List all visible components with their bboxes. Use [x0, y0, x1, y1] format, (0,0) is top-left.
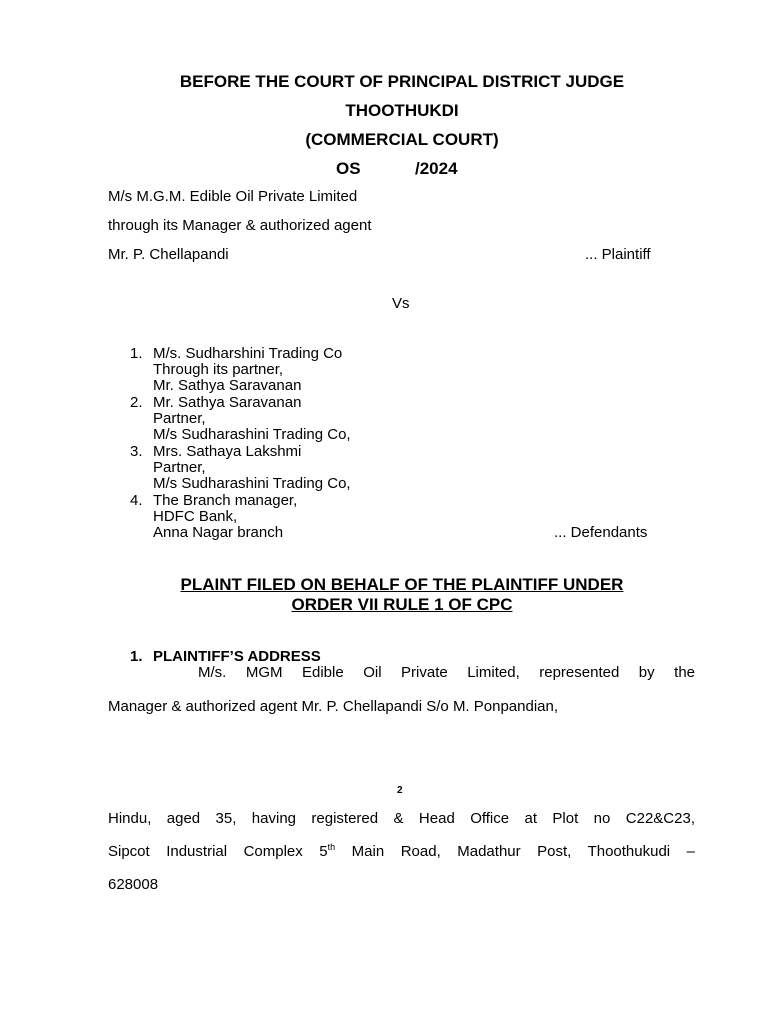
defendant-line: The Branch manager,	[153, 492, 298, 509]
page2-line3: 628008	[108, 876, 159, 893]
plaintiff-agent: Mr. P. Chellapandi	[108, 246, 229, 263]
page2-line2	[108, 842, 695, 860]
defendant-line: Through its partner,	[153, 361, 284, 378]
defendant-number: 3.	[130, 443, 143, 460]
section-paragraph-line1: M/s. MGM Edible Oil Private Limited, represented by the	[198, 664, 695, 681]
defendant-line: Mr. Sathya Saravanan	[153, 377, 302, 394]
defendant-line: Mrs. Sathaya Lakshmi	[153, 443, 302, 460]
defendant-line: Mr. Sathya Saravanan	[153, 394, 302, 411]
plaint-heading-line1: PLAINT FILED ON BEHALF OF THE PLAINTIFF UNDER	[180, 575, 624, 594]
court-title-line2: THOOTHUKDI	[345, 101, 459, 120]
case-number-prefix: OS	[336, 159, 361, 178]
defendant-line: Partner,	[153, 410, 206, 427]
defendants-role: ... Defendants	[554, 524, 648, 541]
defendant-number: 2.	[130, 394, 143, 411]
defendant-number: 1.	[130, 345, 143, 362]
ordinal-suffix: th	[327, 842, 336, 852]
defendant-line: M/s. Sudharshini Trading Co	[153, 345, 343, 362]
section-number: 1.	[130, 648, 143, 665]
defendant-line: Anna Nagar branch	[153, 524, 284, 541]
defendant-line: HDFC Bank,	[153, 508, 238, 525]
section-title: PLAINTIFF’S ADDRESS	[153, 648, 321, 665]
court-title-line3: (COMMERCIAL COURT)	[305, 130, 499, 149]
plaint-heading-line2: ORDER VII RULE 1 OF CPC	[291, 595, 513, 614]
defendant-line: M/s Sudharashini Trading Co,	[153, 475, 351, 492]
page-number: 2	[397, 785, 403, 796]
page2-line1: Hindu, aged 35, having registered & Head Office at Plot no C22&C23,	[108, 810, 695, 827]
defendant-line: M/s Sudharashini Trading Co,	[153, 426, 351, 443]
court-title-line1: BEFORE THE COURT OF PRINCIPAL DISTRICT JUDGE	[179, 72, 625, 91]
page2-line2-end: Main Road, Madathur Post, Thoothukudi –	[335, 843, 695, 860]
plaintiff-role: ... Plaintiff	[585, 246, 651, 263]
defendant-number: 4.	[130, 492, 143, 509]
plaintiff-name: M/s M.G.M. Edible Oil Private Limited	[108, 188, 358, 205]
defendant-line: Partner,	[153, 459, 206, 476]
case-number-year: /2024	[415, 159, 458, 178]
versus-label: Vs	[392, 295, 410, 312]
page2-line2-start: Sipcot Industrial Complex 5	[108, 843, 328, 860]
plaintiff-through: through its Manager & authorized agent	[108, 217, 372, 234]
section-paragraph-line2: Manager & authorized agent Mr. P. Chellapandi S/o M. Ponpandian,	[108, 698, 559, 715]
